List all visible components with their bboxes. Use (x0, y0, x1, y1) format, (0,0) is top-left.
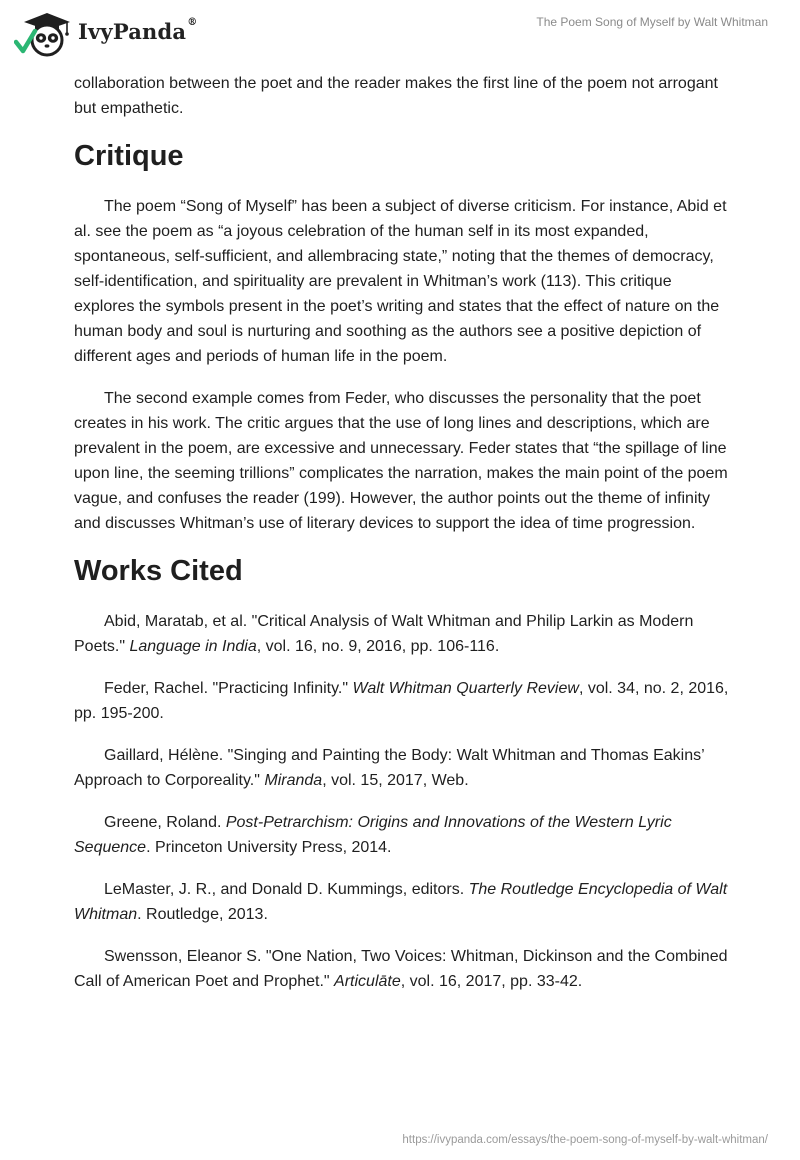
essay-content (74, 71, 734, 1011)
citation-details: , vol. 16, 2017, pp. 33-42. (400, 973, 583, 990)
citation-title: Walt Whitman Quarterly Review (352, 680, 579, 697)
citation-text: Abid, Maratab, et al. "Critical Analysis of Walt Whitman and Philip Larkin as Modern Poets." (74, 613, 694, 655)
citation-title: Articulāte (334, 973, 401, 990)
citation-details: , vol. 34, no. 2, 2016, pp. 195-200. (74, 680, 729, 722)
page-header (0, 0, 800, 70)
footer-url: https://ivypanda.com/essays/the-poem-song-of-myself-by-walt-whitman/ (402, 1134, 768, 1146)
citation-title: Post-Petrarchism: Origins and Innovations of the Western Lyric Sequence (74, 814, 672, 856)
document-title: The Poem Song of Myself by Walt Whitman (536, 15, 768, 29)
citation-entry (74, 609, 734, 659)
citation-text: Gaillard, Hélène. "Singing and Painting the Body: Walt Whitman and Thomas Eakins’ Approach to Corporeality." (74, 747, 705, 789)
citation-text: LeMaster, J. R., and Donald D. Kummings, editors. (104, 881, 469, 898)
brand-text: IvyPanda (78, 19, 187, 44)
citation-entry (74, 810, 734, 860)
citation-title: The Routledge Encyclopedia of Walt Whitman (74, 881, 728, 923)
citation-text: Feder, Rachel. "Practicing Infinity." (104, 680, 353, 697)
citation-entry (74, 743, 734, 793)
works-cited-heading: Works Cited (74, 555, 243, 587)
brand-name (78, 19, 197, 44)
citation-details: . Routledge, 2013. (137, 906, 268, 923)
citation-entry (74, 877, 734, 927)
citation-title: Language in India (129, 638, 257, 655)
citation-text: Swensson, Eleanor S. "One Nation, Two Voices: Whitman, Dickinson and the Combined Call of American Poet and Prophet." (74, 948, 728, 990)
critique-heading: Critique (74, 140, 184, 172)
registered-mark: ® (187, 17, 198, 28)
citation-entry (74, 676, 734, 726)
critique-paragraph-1: The poem “Song of Myself” has been a subject of diverse criticism. For instance, Abid et al. see the poem as “a joyous celebration of the human self in its most expanded, spontaneous, self-sufficient, and allembracing state,” noting that the themes of democracy, self-identification, and spirituality are prevalent in Whitman’s work (113). This critique explores the symbols present in the poet’s writing and states that the effect of nature on the human body and soul is nurturing and soothing as the authors see a positive depiction of different ages and periods of human life in the poem. (74, 198, 727, 365)
ivypanda-logo-icon (14, 9, 76, 59)
citation-details: , vol. 15, 2017, Web. (322, 772, 469, 789)
citation-title: Miranda (264, 772, 323, 789)
citation-details: , vol. 16, no. 9, 2016, pp. 106-116. (256, 638, 500, 655)
citation-text: Greene, Roland. (104, 814, 226, 831)
citation-entry (74, 944, 734, 994)
critique-paragraph-2: The second example comes from Feder, who discusses the personality that the poet creates in his work. The critic argues that the use of long lines and descriptions, which are prevalent in the poem, are excessive and unnecessary. Feder states that “the spillage of line upon line, the seeming trillions” complicates the narration, makes the main point of the poem vague, and confuses the reader (199). However, the author points out the theme of infinity and discusses Whitman’s use of literary devices to support the idea of time progression. (74, 390, 728, 532)
intro-paragraph: collaboration between the poet and the reader makes the first line of the poem not arrogant but empathetic. (74, 75, 718, 117)
citation-details: . Princeton University Press, 2014. (146, 839, 392, 856)
